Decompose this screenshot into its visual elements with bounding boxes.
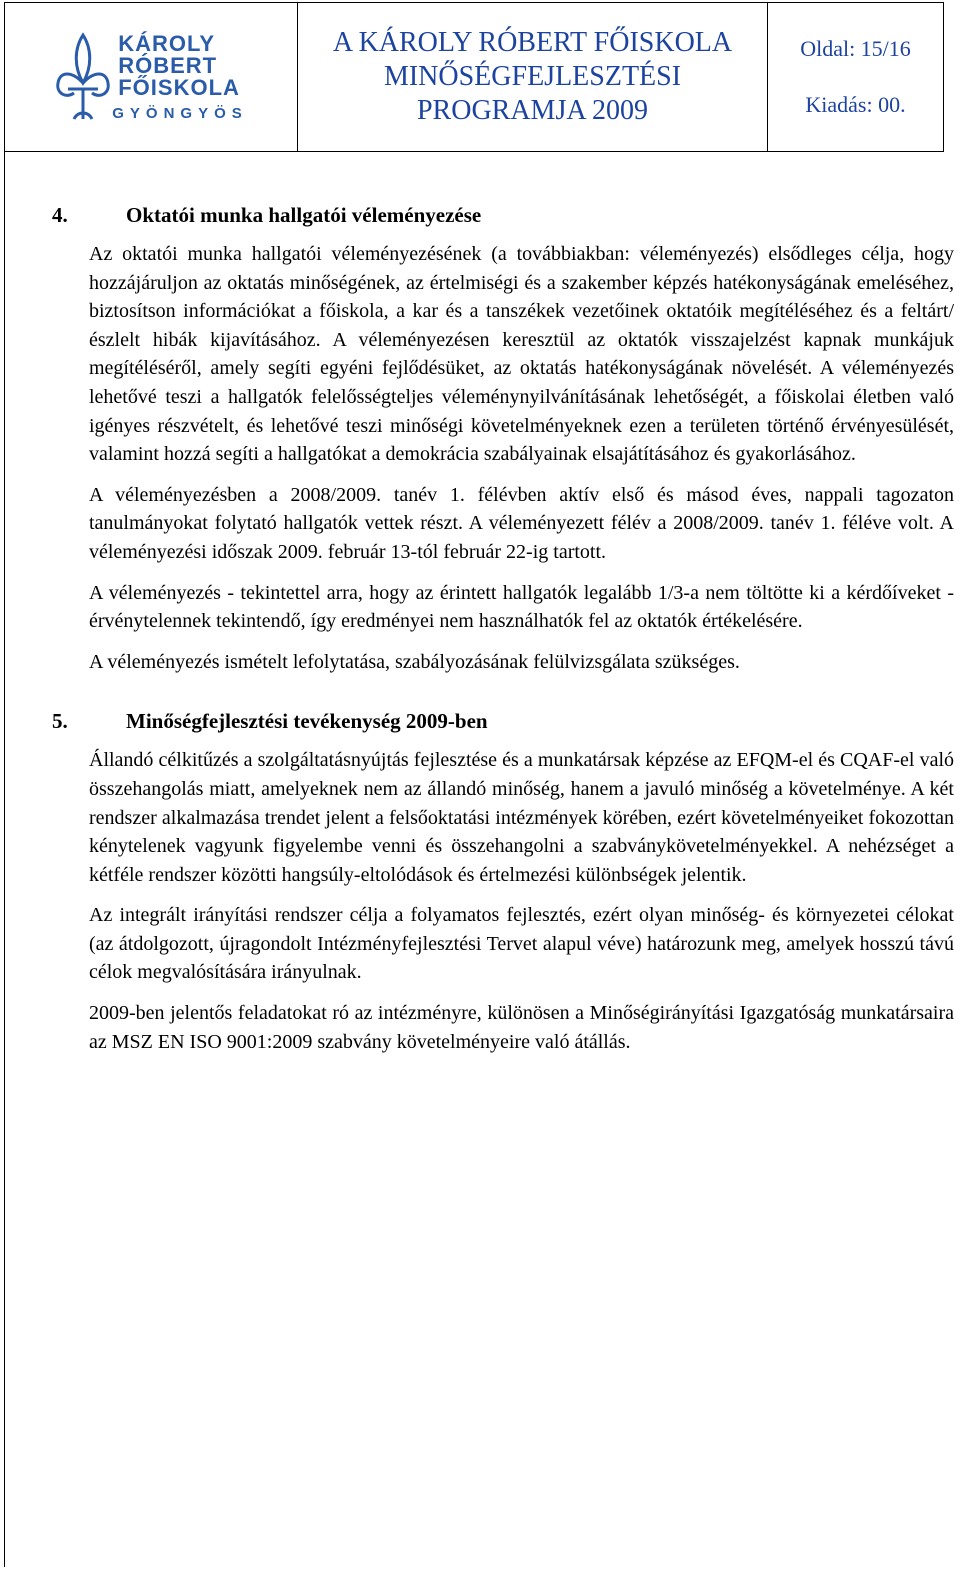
logo-cell <box>5 3 298 151</box>
section-5-heading <box>52 706 954 736</box>
section-4-title: Oktatói munka hallgatói véleményezése <box>126 203 482 227</box>
document-body <box>52 200 954 1068</box>
section-5 <box>52 706 954 1056</box>
section-4-number: 4. <box>52 203 68 227</box>
institution-logo <box>54 27 248 127</box>
logo-line-1: KÁROLY <box>118 30 216 56</box>
section-5-paragraph: Állandó célkitűzés a szolgáltatásnyújtás fejlesztése és a munkatársak képzése az EFQM-el és CQAF-el való összehangolás miatt, amelyeknek nem az állandó minőség, hanem a javuló minőség a követelménye. A két rendszer alkalmazása trendet jelent a felsőoktatási intézmények körében, ezért követelményeiket fokozottan kénytelenek vagyunk figyelembe venni és összehangolni a szabványkövetelményekkel. A nehézséget a kétféle rendszer közötti hangsúly-eltolódások és értelmezési különbségek jelentik. <box>89 749 954 886</box>
logo-city: GYÖNGYÖS <box>112 104 248 122</box>
section-5-paragraph: Az integrált irányítási rendszer célja a folyamatos fejlesztés, ezért olyan minőség- és környezetei célokat (az átdolgozott, újragondolt Intézményfejlesztési Tervet alapul véve) határozunk meg, amelyek hosszú távú célok megvalósítására irányulnak. <box>89 904 954 984</box>
logo-line-3: FŐISKOLA <box>118 74 240 100</box>
document-header <box>4 2 944 152</box>
title-line-3: PROGRAMJA 2009 <box>416 95 649 126</box>
section-5-paragraph: 2009-ben jelentős feladatokat ró az intézményre, különösen a Minőségirányítási Igazgatóság munkatársaira az MSZ EN ISO 9001:2009 szabvány követelményeire való átállás. <box>89 1002 954 1053</box>
section-4-paragraph: Az oktatói munka hallgatói véleményezésének (a továbbiakban: véleményezés) elsődleges célja, hogy hozzájáruljon az oktatás minőségének, az értelmiségi és a szakember képzés hatékonyságának emeléséhez, biztosítson információkat a főiskola, a kar és a tanszékek vezetőinek oktatóik megítéléséhez és a feltárt/észlelt hibák kijavításához. A véleményezésen keresztül az oktatók visszajelzést kapnak munkájuk megítéléséről, amely segíti egyéni fejlődésüket, az oktatás hatékonyságának növelését. A véleményezés lehetővé teszi a hallgatók felelősségteljes véleménynyilvánításának lehetőségét, a főiskolai életben való igényes részvételt, és lehetővé teszi minőségi követelményeknek ezen a területen történő érvényesülését, valamint hozzá segíti a hallgatókat a demokrácia szabályainak elsajátításához és gyakorlásához. <box>89 243 954 466</box>
section-5-number: 5. <box>52 709 68 734</box>
document-title <box>298 3 768 151</box>
page-number: Oldal: 15/16 <box>800 36 911 61</box>
fleur-de-lis-icon <box>54 27 112 127</box>
section-4-paragraph: A véleményezés - tekintettel arra, hogy az érintett hallgatók legalább 1/3-a nem töltötte ki a kérdőíveket - érvénytelennek tekintendő, így eredményei nem használhatók fel az oktatók értékelésére. <box>89 581 954 633</box>
section-4-paragraph: A véleményezésben a 2008/2009. tanév 1. félévben aktív első és másod éves, nappali tagozaton tanulmányokat folytató hallgatók vettek részt. A véleményezett félév a 2008/2009. tanév 1. féléve volt. A véleményezési időszak 2009. február 13-tól február 22-ig tartott. <box>89 483 954 563</box>
document-meta <box>768 3 943 151</box>
title-line-2: MINŐSÉGFEJLESZTÉSI <box>383 61 682 92</box>
title-line-1: A KÁROLY RÓBERT FŐISKOLA <box>332 27 733 58</box>
issue-number: Kiadás: 00. <box>805 92 906 117</box>
section-4-paragraph: A véleményezés ismételt lefolytatása, szabályozásának felülvizsgálata szükséges. <box>89 650 740 673</box>
section-4 <box>52 200 954 676</box>
section-4-heading <box>52 200 954 230</box>
logo-line-2: RÓBERT <box>118 52 218 78</box>
section-5-title: Minőségfejlesztési tevékenység 2009-ben <box>126 709 488 734</box>
